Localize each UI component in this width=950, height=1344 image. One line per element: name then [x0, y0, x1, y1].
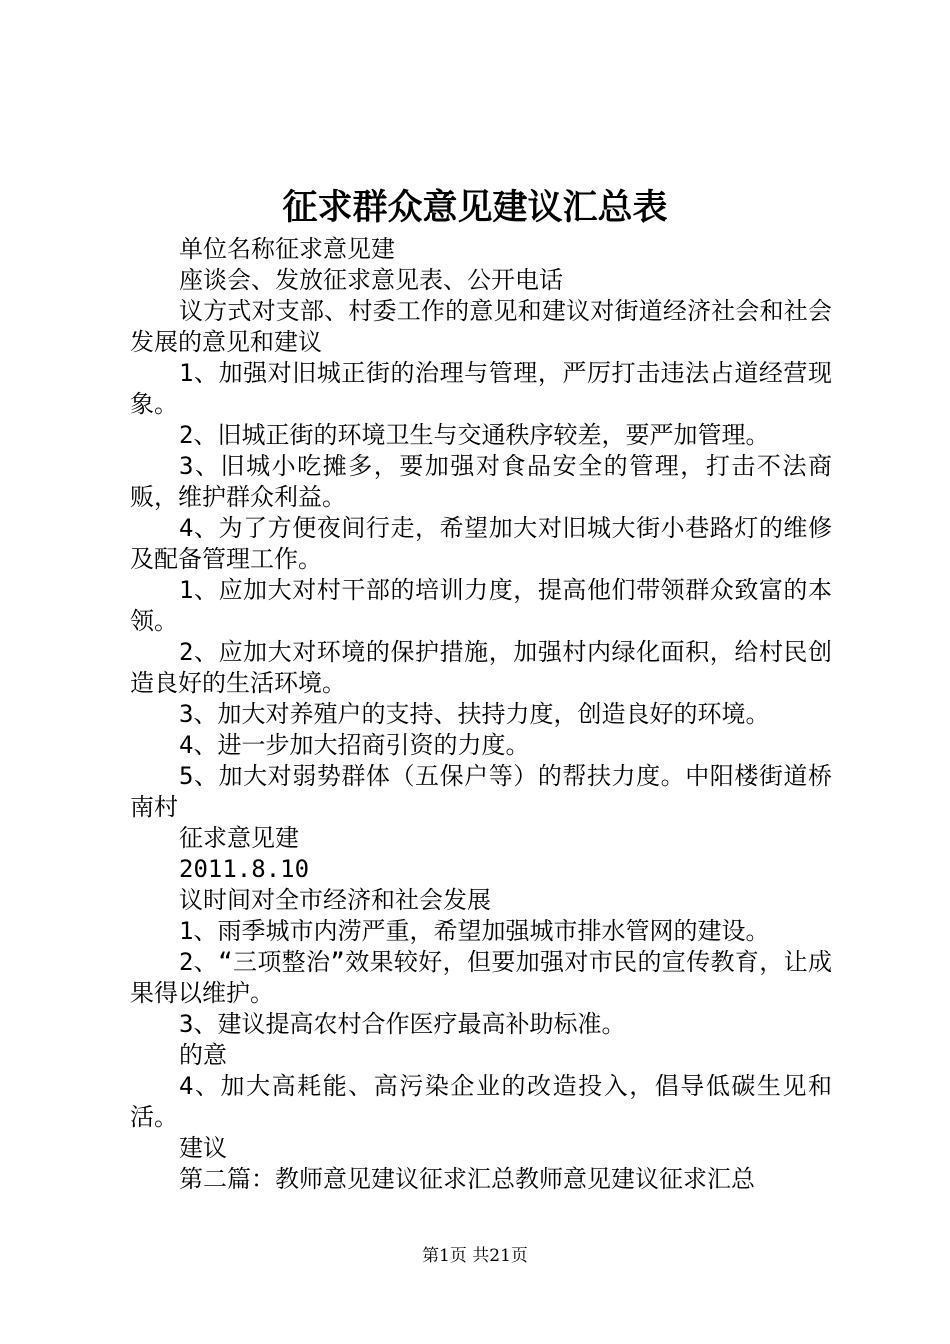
paragraph: 2、旧城正街的环境卫生与交通秩序较差，要严加管理。 — [179, 421, 770, 449]
paragraph: 的意 — [179, 1041, 227, 1069]
paragraph: 征求意见建 — [179, 824, 299, 852]
paragraph: 1、加强对旧城正街的治理与管理，严厉打击违法占道经营现象。 — [130, 359, 832, 418]
paragraph: 2011.8.10 — [179, 855, 310, 883]
paragraph: 3、旧城小吃摊多，要加强对食品安全的管理，打击不法商贩，维护群众利益。 — [130, 452, 832, 511]
paragraph: 1、雨季城市内涝严重，希望加强城市排水管网的建设。 — [179, 917, 770, 945]
paragraph: 议方式对支部、村委工作的意见和建议对街道经济社会和社会发展的意见和建议 — [130, 297, 832, 356]
paragraph: 第二篇：教师意见建议征求汇总教师意见建议征求汇总 — [179, 1165, 755, 1193]
paragraph: 4、加大高耗能、高污染企业的改造投入，倡导低碳生见和活。 — [130, 1072, 832, 1131]
paragraph: 2、“三项整治”效果较好，但要加强对市民的宣传教育，让成果得以维护。 — [130, 948, 832, 1007]
paragraph: 4、为了方便夜间行走，希望加大对旧城大街小巷路灯的维修及配备管理工作。 — [130, 514, 832, 573]
paragraph: 议时间对全市经济和社会发展 — [179, 886, 491, 914]
paragraph: 单位名称征求意见建 — [179, 235, 395, 263]
paragraph: 3、加大对养殖户的支持、扶持力度，创造良好的环境。 — [179, 700, 770, 728]
document-body — [130, 234, 832, 1195]
paragraph: 座谈会、发放征求意见表、公开电话 — [179, 266, 563, 294]
paragraph: 4、进一步加大招商引资的力度。 — [179, 731, 530, 759]
paragraph: 建议 — [179, 1134, 227, 1162]
paragraph: 2、应加大对环境的保护措施，加强村内绿化面积，给村民创造良好的生活环境。 — [130, 638, 832, 697]
document-title: 征求群众意见建议汇总表 — [282, 187, 668, 228]
paragraph: 5、加大对弱势群体（五保户等）的帮扶力度。中阳楼街道桥南村 — [130, 762, 832, 821]
paragraph: 3、建议提高农村合作医疗最高补助标准。 — [179, 1010, 626, 1038]
page-number-footer: 第1页 共21页 — [422, 1246, 528, 1266]
paragraph: 1、应加大对村干部的培训力度，提高他们带领群众致富的本领。 — [130, 576, 832, 635]
